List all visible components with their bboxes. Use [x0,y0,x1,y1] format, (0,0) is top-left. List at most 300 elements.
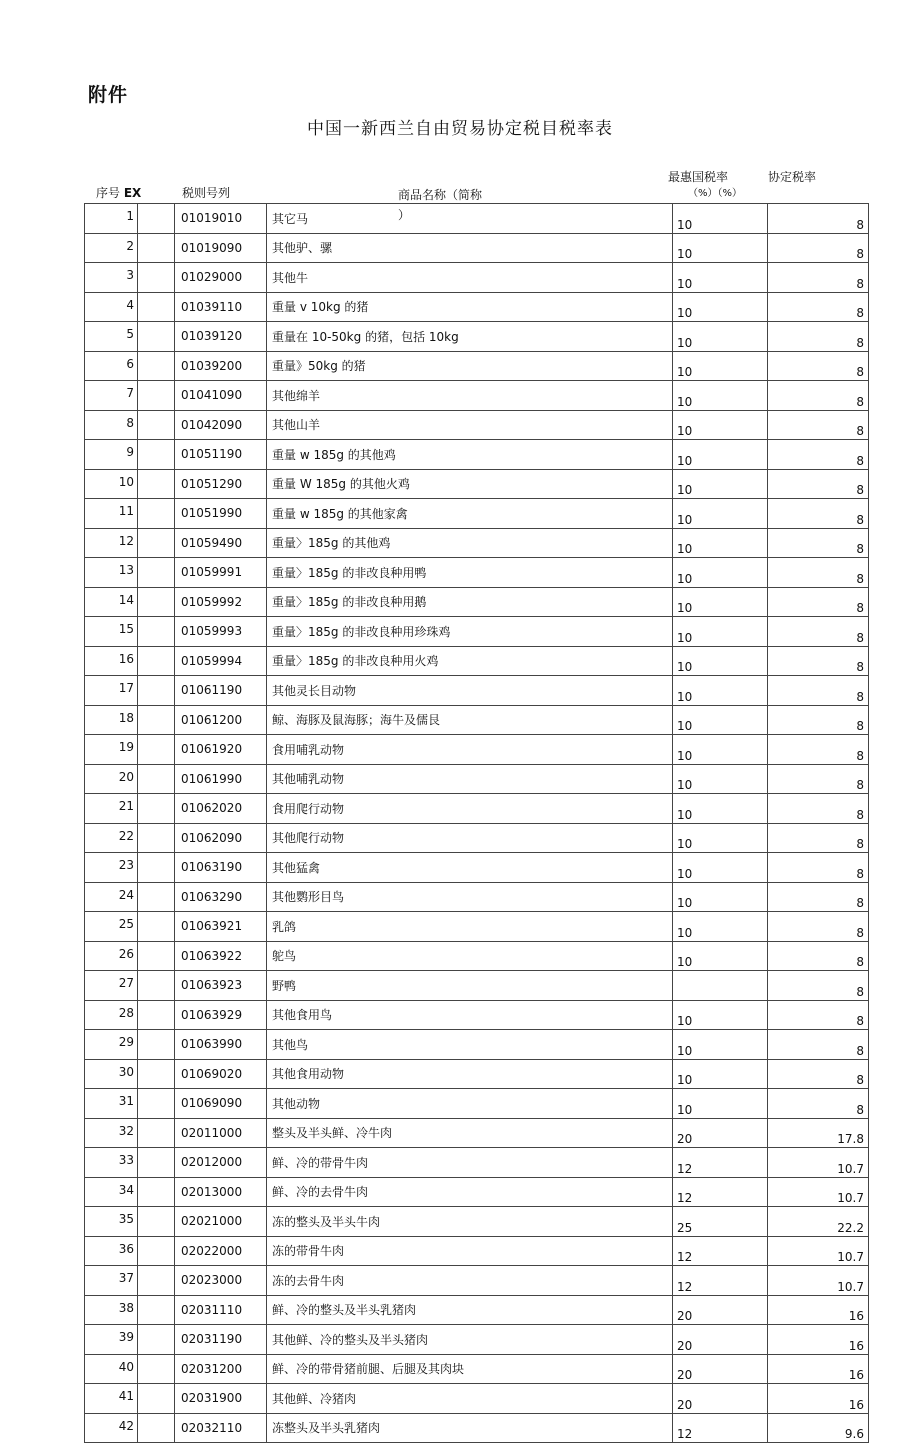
row-ex [138,469,175,499]
row-seq: 30 [85,1059,138,1089]
header-mfn-unit: （%）（%） [688,188,743,199]
row-mfn-rate: 10 [673,469,768,499]
row-fta-rate: 8 [768,469,869,499]
table-row [85,469,869,499]
row-mfn-rate: 10 [673,440,768,470]
row-mfn-rate: 10 [673,764,768,794]
row-product-name: 重量》50kg 的猪 [267,351,673,381]
row-product-name: 其他食用动物 [267,1059,673,1089]
row-fta-rate: 10.7 [768,1148,869,1178]
row-fta-rate: 8 [768,263,869,293]
row-tariff-code: 01051990 [175,499,267,529]
row-ex [138,646,175,676]
table-row [85,971,869,1001]
row-tariff-code: 01063290 [175,882,267,912]
row-tariff-code: 01039200 [175,351,267,381]
row-ex [138,322,175,352]
row-mfn-rate: 10 [673,263,768,293]
table-row [85,204,869,234]
row-mfn-rate: 10 [673,1089,768,1119]
header-seq [96,184,141,201]
row-fta-rate: 9.6 [768,1413,869,1443]
row-product-name: 其他灵长目动物 [267,676,673,706]
row-product-name: 其它马 [267,204,673,234]
row-mfn-rate: 10 [673,941,768,971]
row-product-name: 冻的整头及半头牛肉 [267,1207,673,1237]
row-ex [138,853,175,883]
row-mfn-rate: 10 [673,1000,768,1030]
row-ex [138,764,175,794]
row-ex [138,1266,175,1296]
table-row [85,1354,869,1384]
row-fta-rate: 8 [768,912,869,942]
row-mfn-rate: 10 [673,410,768,440]
row-fta-rate: 8 [768,528,869,558]
row-product-name: 其他动物 [267,1089,673,1119]
row-mfn-rate: 10 [673,676,768,706]
row-mfn-rate: 10 [673,351,768,381]
row-fta-rate: 8 [768,705,869,735]
row-tariff-code: 01019010 [175,204,267,234]
row-ex [138,1148,175,1178]
row-tariff-code: 01059992 [175,587,267,617]
row-seq: 24 [85,882,138,912]
row-tariff-code: 02031190 [175,1325,267,1355]
table-row [85,233,869,263]
row-product-name: 其他爬行动物 [267,823,673,853]
row-seq: 5 [85,322,138,352]
row-seq: 32 [85,1118,138,1148]
row-mfn-rate: 20 [673,1325,768,1355]
table-row [85,1325,869,1355]
row-mfn-rate: 10 [673,528,768,558]
header-code: 税则号列 [182,186,231,200]
row-seq: 11 [85,499,138,529]
table-row [85,1266,869,1296]
row-tariff-code: 01019090 [175,233,267,263]
table-row [85,882,869,912]
table-row [85,1177,869,1207]
row-fta-rate: 8 [768,204,869,234]
row-fta-rate: 8 [768,1089,869,1119]
table-row [85,646,869,676]
row-product-name: 其他鸟 [267,1030,673,1060]
row-product-name: 重量〉185g 的非改良种用鸭 [267,558,673,588]
row-fta-rate: 10.7 [768,1177,869,1207]
row-seq: 16 [85,646,138,676]
row-fta-rate: 16 [768,1325,869,1355]
row-tariff-code: 01061920 [175,735,267,765]
row-mfn-rate: 20 [673,1118,768,1148]
row-tariff-code: 01039110 [175,292,267,322]
table-row [85,794,869,824]
row-product-name: 食用哺乳动物 [267,735,673,765]
row-tariff-code: 02011000 [175,1118,267,1148]
row-ex [138,794,175,824]
table-row [85,853,869,883]
row-fta-rate: 8 [768,853,869,883]
row-ex [138,204,175,234]
row-fta-rate: 8 [768,1059,869,1089]
header-name: 商品名称（简称 [398,188,483,202]
row-product-name: 鸵鸟 [267,941,673,971]
row-seq: 6 [85,351,138,381]
row-ex [138,351,175,381]
row-product-name: 其他鹦形目鸟 [267,882,673,912]
row-mfn-rate: 12 [673,1177,768,1207]
table-row [85,676,869,706]
document-title: 中国一新西兰自由贸易协定税目税率表 [307,119,613,139]
row-seq: 8 [85,410,138,440]
table-row [85,912,869,942]
row-seq: 3 [85,263,138,293]
row-product-name: 鲜、冷的整头及半头乳猪肉 [267,1295,673,1325]
row-ex [138,263,175,293]
row-product-name: 鲜、冷的带骨猪前腿、后腿及其肉块 [267,1354,673,1384]
row-mfn-rate: 10 [673,912,768,942]
row-ex [138,735,175,765]
header-name-cont: ） [398,208,411,222]
row-fta-rate: 8 [768,617,869,647]
row-seq: 38 [85,1295,138,1325]
row-mfn-rate: 10 [673,292,768,322]
table-row [85,322,869,352]
row-ex [138,499,175,529]
row-fta-rate: 8 [768,735,869,765]
table-row [85,1384,869,1414]
row-seq: 2 [85,233,138,263]
header-seq-label: 序号 [96,186,121,200]
row-mfn-rate: 12 [673,1266,768,1296]
row-mfn-rate: 10 [673,853,768,883]
row-seq: 37 [85,1266,138,1296]
row-fta-rate: 8 [768,1030,869,1060]
row-mfn-rate: 10 [673,735,768,765]
row-ex [138,1207,175,1237]
row-mfn-rate: 12 [673,1148,768,1178]
row-tariff-code: 01061200 [175,705,267,735]
row-seq: 12 [85,528,138,558]
row-product-name: 乳鸽 [267,912,673,942]
row-seq: 39 [85,1325,138,1355]
row-tariff-code: 01059993 [175,617,267,647]
row-seq: 33 [85,1148,138,1178]
row-seq: 1 [85,204,138,234]
row-mfn-rate: 12 [673,1413,768,1443]
table-row [85,351,869,381]
row-fta-rate: 8 [768,292,869,322]
row-mfn-rate: 20 [673,1354,768,1384]
table-row [85,941,869,971]
header-ex-label: EX [123,186,142,200]
row-ex [138,882,175,912]
row-fta-rate: 22.2 [768,1207,869,1237]
row-tariff-code: 02012000 [175,1148,267,1178]
row-product-name: 冻的带骨牛肉 [267,1236,673,1266]
row-product-name: 重量〉185g 的非改良种用火鸡 [267,646,673,676]
row-product-name: 食用爬行动物 [267,794,673,824]
row-tariff-code: 02022000 [175,1236,267,1266]
row-seq: 34 [85,1177,138,1207]
tariff-table-body [85,204,869,1443]
row-product-name: 冻的去骨牛肉 [267,1266,673,1296]
row-seq: 7 [85,381,138,411]
row-fta-rate: 10.7 [768,1236,869,1266]
row-fta-rate: 10.7 [768,1266,869,1296]
row-tariff-code: 02013000 [175,1177,267,1207]
row-ex [138,676,175,706]
row-tariff-code: 01063990 [175,1030,267,1060]
table-row [85,381,869,411]
row-tariff-code: 01059991 [175,558,267,588]
row-tariff-code: 01029000 [175,263,267,293]
row-product-name: 其他山羊 [267,410,673,440]
row-seq: 10 [85,469,138,499]
row-mfn-rate: 10 [673,587,768,617]
row-ex [138,823,175,853]
row-tariff-code: 02023000 [175,1266,267,1296]
row-fta-rate: 17.8 [768,1118,869,1148]
row-tariff-code: 02032110 [175,1413,267,1443]
row-seq: 18 [85,705,138,735]
row-product-name: 重量〉185g 的非改良种用珍珠鸡 [267,617,673,647]
row-mfn-rate: 25 [673,1207,768,1237]
row-mfn-rate: 10 [673,322,768,352]
row-ex [138,558,175,588]
row-fta-rate: 16 [768,1295,869,1325]
row-ex [138,528,175,558]
table-row [85,764,869,794]
row-mfn-rate: 10 [673,499,768,529]
row-tariff-code: 01063929 [175,1000,267,1030]
row-fta-rate: 8 [768,1000,869,1030]
row-ex [138,587,175,617]
row-tariff-code: 01069020 [175,1059,267,1089]
row-seq: 42 [85,1413,138,1443]
row-mfn-rate: 10 [673,646,768,676]
row-product-name: 其他猛禽 [267,853,673,883]
row-mfn-rate: 12 [673,1236,768,1266]
row-tariff-code: 01061990 [175,764,267,794]
row-fta-rate: 8 [768,440,869,470]
table-row [85,1059,869,1089]
row-seq: 22 [85,823,138,853]
row-fta-rate: 8 [768,410,869,440]
row-seq: 40 [85,1354,138,1384]
row-fta-rate: 8 [768,941,869,971]
table-row [85,292,869,322]
row-mfn-rate: 10 [673,705,768,735]
row-ex [138,1059,175,1089]
row-tariff-code: 02021000 [175,1207,267,1237]
row-mfn-rate: 10 [673,617,768,647]
table-row [85,735,869,765]
row-product-name: 其他食用鸟 [267,1000,673,1030]
row-product-name: 鲜、冷的去骨牛肉 [267,1177,673,1207]
row-tariff-code: 02031110 [175,1295,267,1325]
table-row [85,1000,869,1030]
row-product-name: 冻整头及半头乳猪肉 [267,1413,673,1443]
table-row [85,440,869,470]
row-ex [138,292,175,322]
row-ex [138,1325,175,1355]
row-tariff-code: 01069090 [175,1089,267,1119]
table-row [85,587,869,617]
table-row [85,1148,869,1178]
row-seq: 15 [85,617,138,647]
row-ex [138,941,175,971]
table-row [85,1118,869,1148]
row-product-name: 重量〉185g 的其他鸡 [267,528,673,558]
row-fta-rate: 8 [768,351,869,381]
row-ex [138,233,175,263]
row-product-name: 重量 w 185g 的其他鸡 [267,440,673,470]
row-ex [138,1295,175,1325]
row-tariff-code: 01059490 [175,528,267,558]
row-mfn-rate [673,971,768,1001]
row-fta-rate: 8 [768,646,869,676]
row-tariff-code: 01063921 [175,912,267,942]
row-ex [138,1384,175,1414]
row-seq: 20 [85,764,138,794]
row-tariff-code: 01063922 [175,941,267,971]
table-row [85,617,869,647]
table-row [85,705,869,735]
row-tariff-code: 01062020 [175,794,267,824]
row-fta-rate: 8 [768,587,869,617]
row-tariff-code: 01039120 [175,322,267,352]
row-tariff-code: 01051190 [175,440,267,470]
row-product-name: 整头及半头鲜、冷牛肉 [267,1118,673,1148]
row-tariff-code: 01061190 [175,676,267,706]
table-row [85,1030,869,1060]
row-tariff-code: 01042090 [175,410,267,440]
table-row [85,1236,869,1266]
row-ex [138,1236,175,1266]
row-ex [138,440,175,470]
table-row [85,1207,869,1237]
row-seq: 29 [85,1030,138,1060]
table-row [85,823,869,853]
row-ex [138,1354,175,1384]
row-ex [138,1177,175,1207]
row-fta-rate: 8 [768,558,869,588]
row-seq: 35 [85,1207,138,1237]
row-ex [138,617,175,647]
table-row [85,1295,869,1325]
row-fta-rate: 8 [768,764,869,794]
row-fta-rate: 8 [768,971,869,1001]
row-seq: 27 [85,971,138,1001]
row-seq: 9 [85,440,138,470]
row-product-name: 重量〉185g 的非改良种用鹅 [267,587,673,617]
row-tariff-code: 02031900 [175,1384,267,1414]
row-mfn-rate: 10 [673,381,768,411]
row-mfn-rate: 10 [673,882,768,912]
row-mfn-rate: 10 [673,823,768,853]
row-product-name: 野鸭 [267,971,673,1001]
row-seq: 41 [85,1384,138,1414]
row-seq: 28 [85,1000,138,1030]
header-mfn-rate: 最惠国税率 [668,170,729,184]
row-tariff-code: 01041090 [175,381,267,411]
row-fta-rate: 8 [768,499,869,529]
row-product-name: 重量在 10-50kg 的猪，包括 10kg [267,322,673,352]
row-seq: 4 [85,292,138,322]
row-tariff-code: 02031200 [175,1354,267,1384]
row-tariff-code: 01051290 [175,469,267,499]
row-mfn-rate: 20 [673,1384,768,1414]
row-ex [138,971,175,1001]
row-ex [138,410,175,440]
row-tariff-code: 01062090 [175,823,267,853]
row-seq: 23 [85,853,138,883]
row-seq: 17 [85,676,138,706]
row-fta-rate: 8 [768,381,869,411]
row-seq: 14 [85,587,138,617]
row-product-name: 重量 w 185g 的其他家禽 [267,499,673,529]
row-tariff-code: 01063190 [175,853,267,883]
row-product-name: 其他绵羊 [267,381,673,411]
row-seq: 21 [85,794,138,824]
table-row [85,263,869,293]
row-ex [138,381,175,411]
row-seq: 19 [85,735,138,765]
row-ex [138,1089,175,1119]
row-product-name: 其他哺乳动物 [267,764,673,794]
row-fta-rate: 8 [768,794,869,824]
table-row [85,558,869,588]
row-seq: 31 [85,1089,138,1119]
row-product-name: 重量 v 10kg 的猪 [267,292,673,322]
row-mfn-rate: 10 [673,1030,768,1060]
row-fta-rate: 16 [768,1384,869,1414]
row-seq: 26 [85,941,138,971]
row-product-name: 鲜、冷的带骨牛肉 [267,1148,673,1178]
row-seq: 36 [85,1236,138,1266]
row-mfn-rate: 10 [673,204,768,234]
table-row [85,1413,869,1443]
row-seq: 25 [85,912,138,942]
row-product-name: 其他鲜、冷猪肉 [267,1384,673,1414]
row-fta-rate: 8 [768,882,869,912]
row-fta-rate: 8 [768,676,869,706]
attachment-label: 附件 [88,84,129,106]
row-product-name: 鲸、海豚及鼠海豚；海牛及儒艮 [267,705,673,735]
table-row [85,499,869,529]
table-row [85,410,869,440]
row-tariff-code: 01059994 [175,646,267,676]
table-row [85,1089,869,1119]
row-product-name: 其他鲜、冷的整头及半头猪肉 [267,1325,673,1355]
row-ex [138,1118,175,1148]
row-mfn-rate: 20 [673,1295,768,1325]
row-seq: 13 [85,558,138,588]
table-row [85,528,869,558]
row-mfn-rate: 10 [673,1059,768,1089]
row-fta-rate: 16 [768,1354,869,1384]
tariff-table [84,203,869,1443]
row-ex [138,912,175,942]
row-tariff-code: 01063923 [175,971,267,1001]
row-ex [138,1030,175,1060]
row-mfn-rate: 10 [673,794,768,824]
row-mfn-rate: 10 [673,233,768,263]
row-product-name: 其他牛 [267,263,673,293]
row-ex [138,705,175,735]
row-product-name: 重量 W 185g 的其他火鸡 [267,469,673,499]
row-fta-rate: 8 [768,823,869,853]
